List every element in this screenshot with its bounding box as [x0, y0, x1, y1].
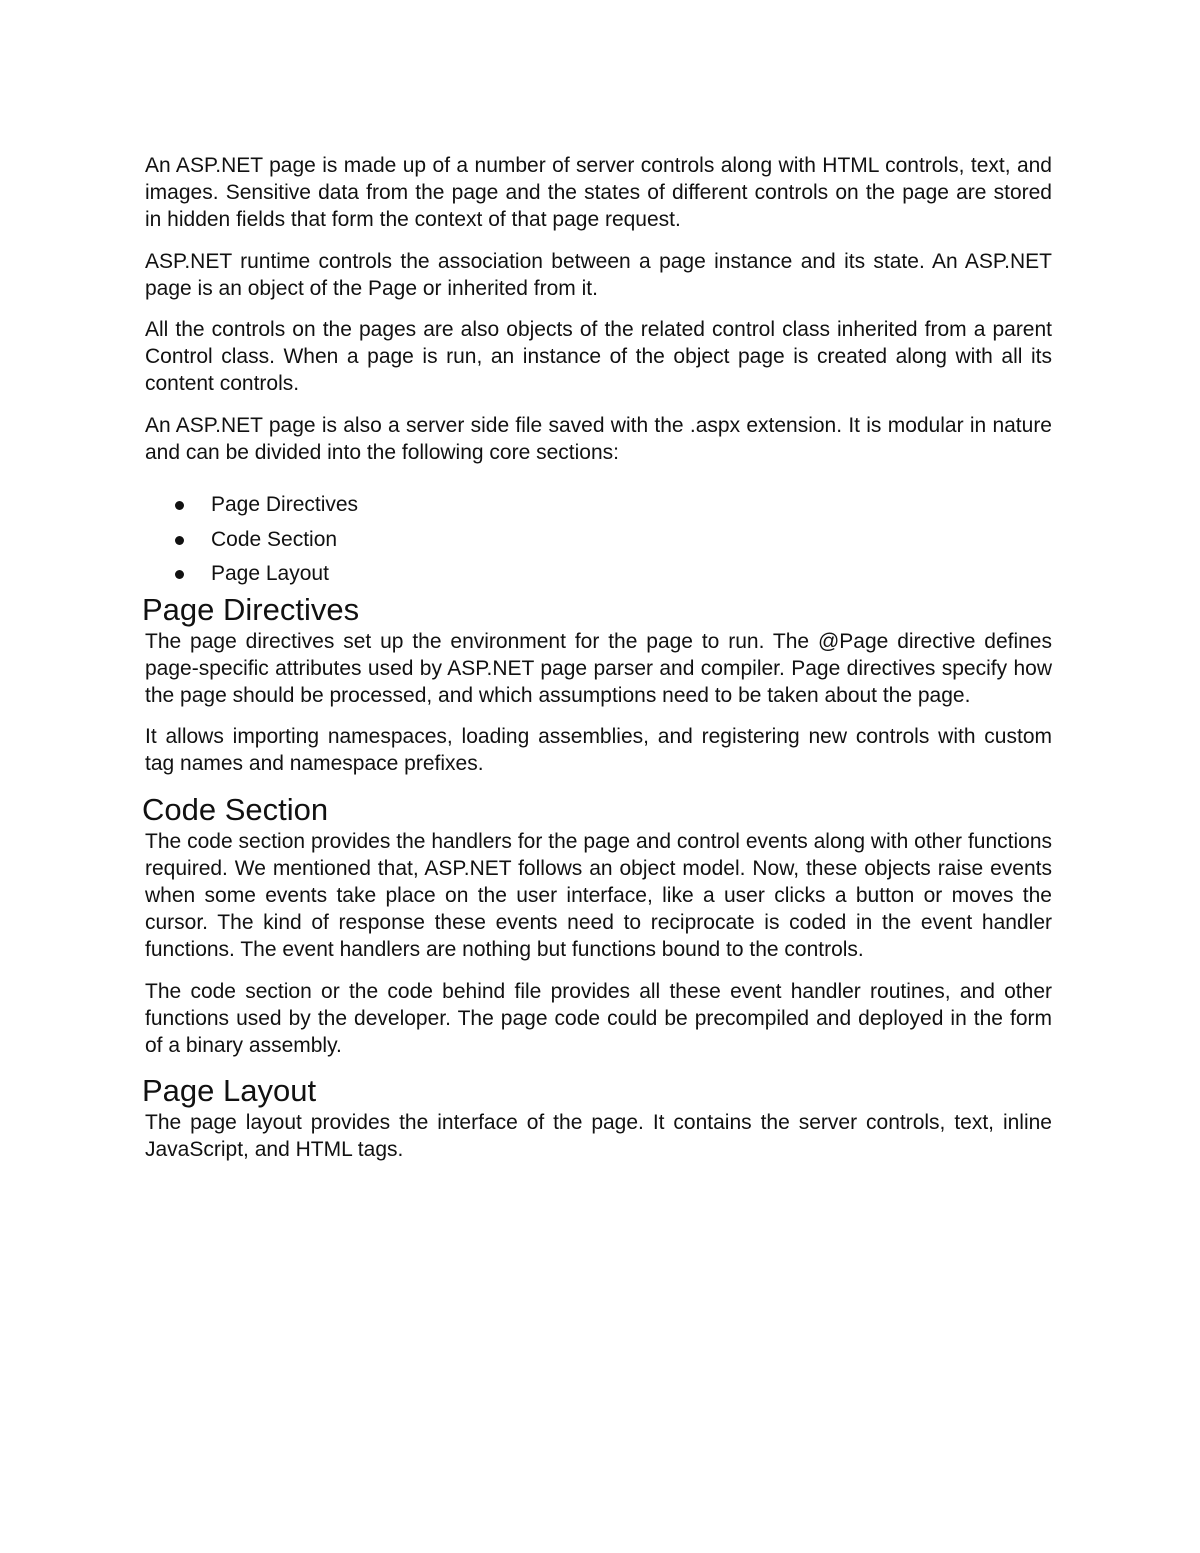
list-item-label: Page Directives — [211, 493, 359, 517]
section-paragraph: The code section or the code behind file provides all these event handler routines, and other functions used by the developer. The page code could be precompiled and deployed in the form of a binary assembly. — [145, 979, 1052, 1057]
list-item-label: Code Section — [211, 527, 338, 551]
intro-paragraph: ASP.NET runtime controls the association between a page instance and its state. An ASP.NET page is an object of the Page or inherited from it. — [145, 249, 1052, 300]
section-page-layout — [142, 1073, 1052, 1163]
bullet-icon — [175, 501, 184, 510]
document-page — [142, 152, 1052, 1178]
intro-paragraph: An ASP.NET page is also a server side file saved with the .aspx extension. It is modular in nature and can be divided into the following core sections: — [145, 413, 1052, 464]
intro-paragraph: An ASP.NET page is made up of a number of server controls along with HTML controls, text, and images. Sensitive data from the page and the states of different controls on the page are stored in hidden fields that form the context of that page request. — [145, 154, 1052, 232]
section-paragraph: The page layout provides the interface of the page. It contains the server controls, text, inline JavaScript, and HTML tags. — [145, 1111, 1052, 1162]
bullet-icon — [175, 570, 184, 579]
list-item — [145, 488, 1052, 523]
section-heading: Page Layout — [142, 1073, 317, 1109]
section-paragraph: The code section provides the handlers for the page and control events along with other functions required. We mentioned that, ASP.NET follows an object model. Now, these objects raise events when some events take place on the user interface, like a user clicks a button or moves the cursor. The kind of response these events need to reciprocate is coded in the event handler functions. The event handlers are nothing but functions bound to the controls. — [145, 829, 1052, 962]
section-page-directives — [142, 591, 1052, 778]
list-item — [145, 557, 1052, 592]
list-item — [145, 523, 1052, 558]
list-item-label: Page Layout — [211, 562, 329, 586]
section-code-section — [142, 791, 1052, 1060]
bullet-icon — [175, 536, 184, 545]
section-paragraph: It allows importing namespaces, loading assemblies, and registering new controls with custom tag names and namespace prefixes. — [145, 725, 1052, 776]
section-heading: Code Section — [142, 791, 329, 827]
section-paragraph: The page directives set up the environment for the page to run. The @Page directive defines page-specific attributes used by ASP.NET page parser and compiler. Page directives specify how the page should be processed, and which assumptions need to be taken about the page. — [145, 629, 1052, 707]
core-sections-list — [145, 488, 1052, 592]
section-heading: Page Directives — [142, 591, 360, 627]
intro-paragraph: All the controls on the pages are also objects of the related control class inherited from a parent Control class. When a page is run, an instance of the object page is created along with all its content controls. — [145, 318, 1052, 396]
